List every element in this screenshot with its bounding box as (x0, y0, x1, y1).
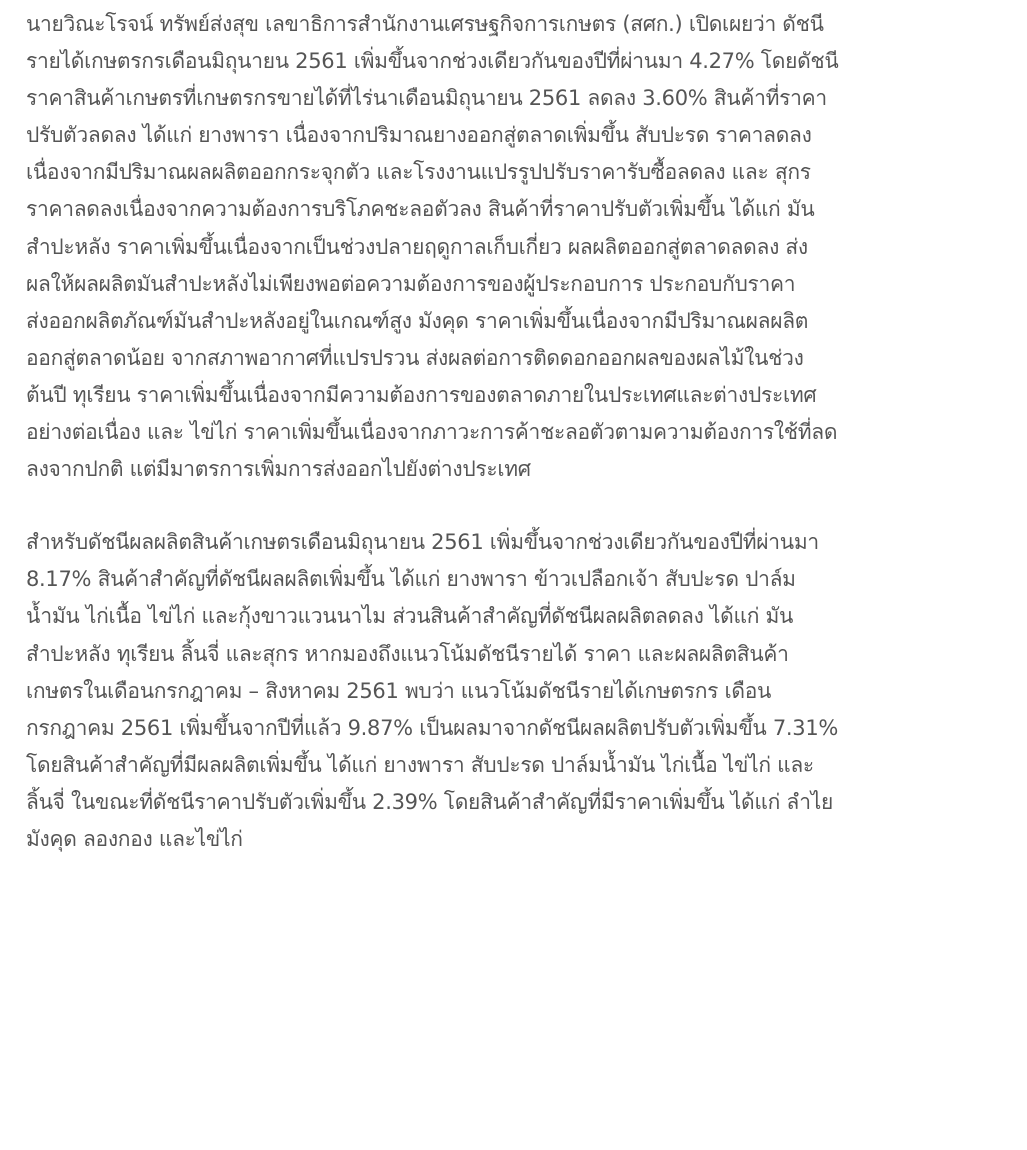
text-line: ออกสู่ตลาดน้อย จากสภาพอากาศที่แปรปรวน ส่งผลต่อการติดดอกออกผลของผลไม้ในช่วง (26, 345, 804, 370)
text-line: นายวิณะโรจน์ ทรัพย์ส่งสุข เลขาธิการสำนักงานเศรษฐกิจการเกษตร (สศก.) เปิดเผยว่า ดัชนี (26, 12, 824, 36)
text-line: สำปะหลัง ทุเรียน ลิ้นจี่ และสุกร หากมองถึงแนวโน้มดัชนีรายได้ ราคา และผลผลิตสินค้า (26, 641, 789, 666)
text-line: น้ำมัน ไก่เนื้อ ไข่ไก่ และกุ้งขาวแวนนาไม ส่วนสินค้าสำคัญที่ดัชนีผลผลิตลดลง ได้แก่ มัน (26, 604, 794, 629)
text-line: ผลให้ผลผลิตมันสำปะหลังไม่เพียงพอต่อความต้องการของผู้ประกอบการ ประกอบกับราคา (26, 271, 796, 296)
text-line: มังคุด ลองกอง และไข่ไก่ (26, 826, 243, 851)
text-line: สำปะหลัง ราคาเพิ่มขึ้นเนื่องจากเป็นช่วงปลายฤดูกาลเก็บเกี่ยว ผลผลิตออกสู่ตลาดลดลง ส่ง (26, 234, 808, 259)
text-line: ปรับตัวลดลง ได้แก่ ยางพารา เนื่องจากปริมาณยางออกสู่ตลาดเพิ่มขึ้น สับปะรด ราคาลดลง (26, 123, 812, 148)
text-line: เกษตรในเดือนกรกฎาคม – สิงหาคม 2561 พบว่า แนวโน้มดัชนีรายได้เกษตรกร เดือน (26, 678, 772, 703)
text-line: 8.17% สินค้าสำคัญที่ดัชนีผลผลิตเพิ่มขึ้น ได้แก่ ยางพารา ข้าวเปลือกเจ้า สับปะรด ปาล์ม (26, 567, 796, 592)
text-line: ลิ้นจี่ ในขณะที่ดัชนีราคาปรับตัวเพิ่มขึ้น 2.39% โดยสินค้าสำคัญที่มีราคาเพิ่มขึ้น ได้แก่ ลำไย (26, 789, 834, 814)
text-line: อย่างต่อเนื่อง และ ไข่ไก่ ราคาเพิ่มขึ้นเนื่องจากภาวะการค้าชะลอตัวตามความต้องการใช้ที่ลด (26, 420, 838, 445)
text-line: ราคาลดลงเนื่องจากความต้องการบริโภคชะลอตัวลง สินค้าที่ราคาปรับตัวเพิ่มขึ้น ได้แก่ มัน (26, 197, 815, 222)
text-line: สำหรับดัชนีผลผลิตสินค้าเกษตรเดือนมิถุนายน 2561 เพิ่มขึ้นจากช่วงเดียวกันของปีที่ผ่านมา (26, 530, 819, 555)
text-line: เนื่องจากมีปริมาณผลผลิตออกกระจุกตัว และโรงงานแปรรูปปรับราคารับซื้อลดลง และ สุกร (26, 160, 811, 185)
text-line: ต้นปี ทุเรียน ราคาเพิ่มขึ้นเนื่องจากมีความต้องการของตลาดภายในประเทศและต่างประเทศ (26, 382, 817, 407)
paragraph-production-index (26, 524, 1007, 858)
text-line: โดยสินค้าสำคัญที่มีผลผลิตเพิ่มขึ้น ได้แก่ ยางพารา สับปะรด ปาล์มน้ำมัน ไก่เนื้อ ไข่ไก่ และ (26, 752, 814, 777)
text-line: กรกฎาคม 2561 เพิ่มขึ้นจากปีที่แล้ว 9.87% เป็นผลมาจากดัชนีผลผลิตปรับตัวเพิ่มขึ้น 7.31% (26, 715, 839, 740)
text-line: ลงจากปกติ แต่มีมาตรการเพิ่มการส่งออกไปยังต่างประเทศ (26, 457, 531, 482)
paragraph-price-index (26, 6, 1007, 488)
text-line: รายได้เกษตรกรเดือนมิถุนายน 2561 เพิ่มขึ้นจากช่วงเดียวกันของปีที่ผ่านมา 4.27% โดยดัชนี (26, 49, 839, 74)
text-line: ราคาสินค้าเกษตรที่เกษตรกรขายได้ที่ไร่นาเดือนมิถุนายน 2561 ลดลง 3.60% สินค้าที่ราคา (26, 86, 827, 111)
text-line: ส่งออกผลิตภัณฑ์มันสำปะหลังอยู่ในเกณฑ์สูง มังคุด ราคาเพิ่มขึ้นเนื่องจากมีปริมาณผลผลิต (26, 308, 809, 333)
